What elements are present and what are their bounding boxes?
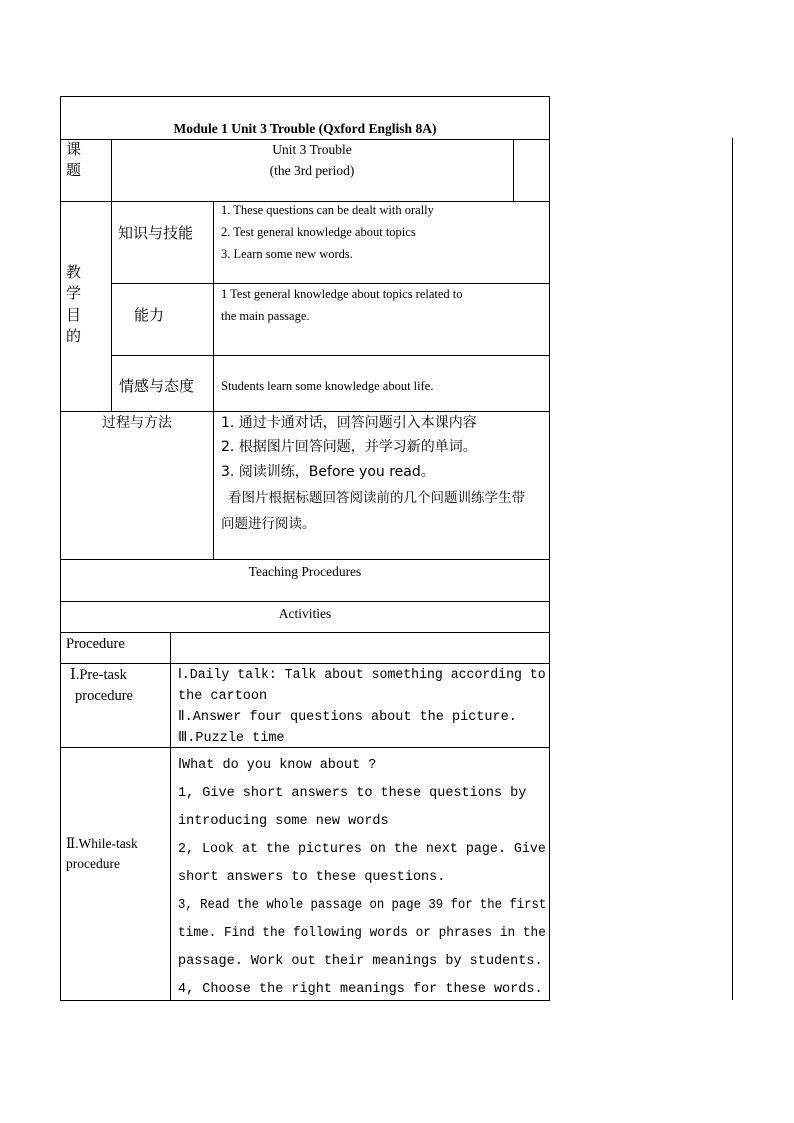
while-task-line: short answers to these questions.	[178, 870, 446, 885]
ability-text: 1 Test general knowledge about topics related to	[221, 287, 463, 301]
pre-task-line: Ⅰ.Daily talk: Talk about something according to	[178, 668, 546, 683]
emotion-label: 情感与态度	[119, 377, 195, 395]
row-divider	[60, 601, 550, 602]
objectives-label-char: 目	[66, 306, 82, 324]
row-divider	[111, 355, 550, 356]
process-note: 问题进行阅读。	[221, 516, 316, 532]
pre-task-label: procedure	[75, 688, 133, 704]
column-divider	[170, 632, 171, 1001]
margin-line	[732, 138, 733, 1000]
objectives-label-char: 教	[66, 263, 82, 281]
teaching-procedures-heading: Teaching Procedures	[248, 564, 362, 579]
row-divider	[60, 632, 550, 633]
topic-unit: Unit 3 Trouble	[272, 142, 352, 157]
while-task-line: 1, Give short answers to these questions by	[178, 786, 527, 801]
process-label: 过程与方法	[102, 415, 172, 431]
topic-label-char: 课	[66, 140, 82, 158]
ability-text: the main passage.	[221, 309, 310, 323]
pre-task-line: Ⅲ.Puzzle time	[178, 731, 285, 746]
emotion-text: Students learn some knowledge about life.	[221, 379, 434, 393]
row-divider	[60, 411, 550, 412]
activities-heading: Activities	[278, 606, 332, 621]
column-divider	[213, 201, 214, 559]
process-item: 2. 根据图片回答问题，并学习新的单词。	[221, 439, 477, 455]
knowledge-item: 1. These questions can be dealt with orally	[221, 203, 434, 217]
process-note: 看图片根据标题回答阅读前的几个问题训练学生带	[228, 490, 525, 506]
row-divider	[60, 747, 550, 748]
procedure-header: Procedure	[66, 636, 125, 652]
while-task-label: procedure	[66, 856, 120, 871]
while-task-line: passage. Work out their meanings by students.	[178, 954, 543, 969]
while-task-line: 2, Look at the pictures on the next page. Give	[178, 842, 546, 857]
document-title: Module 1 Unit 3 Trouble (Qxford English 8A)	[173, 121, 437, 136]
row-divider	[60, 663, 550, 664]
topic-period: (the 3rd period)	[269, 163, 355, 178]
knowledge-label: 知识与技能	[118, 224, 194, 242]
process-item: 1. 通过卡通对话，回答问题引入本课内容	[221, 415, 477, 431]
ability-label: 能力	[134, 306, 165, 324]
knowledge-item: 2. Test general knowledge about topics	[221, 225, 416, 239]
while-task-line: 4, Choose the right meanings for these words.	[178, 982, 543, 997]
topic-label-char: 题	[66, 161, 82, 179]
while-task-line: ⅠWhat do you know about ?	[178, 758, 377, 773]
pre-task-line: Ⅱ.Answer four questions about the picture.	[178, 710, 517, 725]
objectives-label-char: 学	[66, 284, 82, 302]
while-task-line: time. Find the following words or phrases in the	[178, 926, 546, 941]
while-task-line: 3, Read the whole passage on page 39 for the first	[178, 898, 547, 913]
pre-task-label: Ⅰ.Pre-task	[70, 667, 127, 683]
while-task-label: Ⅱ.While-task	[66, 836, 138, 851]
knowledge-item: 3. Learn some new words.	[221, 247, 353, 261]
process-item: 3. 阅读训练，Before you read。	[221, 464, 435, 480]
row-divider	[60, 559, 550, 560]
column-divider	[513, 139, 514, 201]
pre-task-line: the cartoon	[178, 689, 268, 704]
while-task-line: introducing some new words	[178, 814, 389, 829]
objectives-label-char: 的	[66, 327, 82, 345]
